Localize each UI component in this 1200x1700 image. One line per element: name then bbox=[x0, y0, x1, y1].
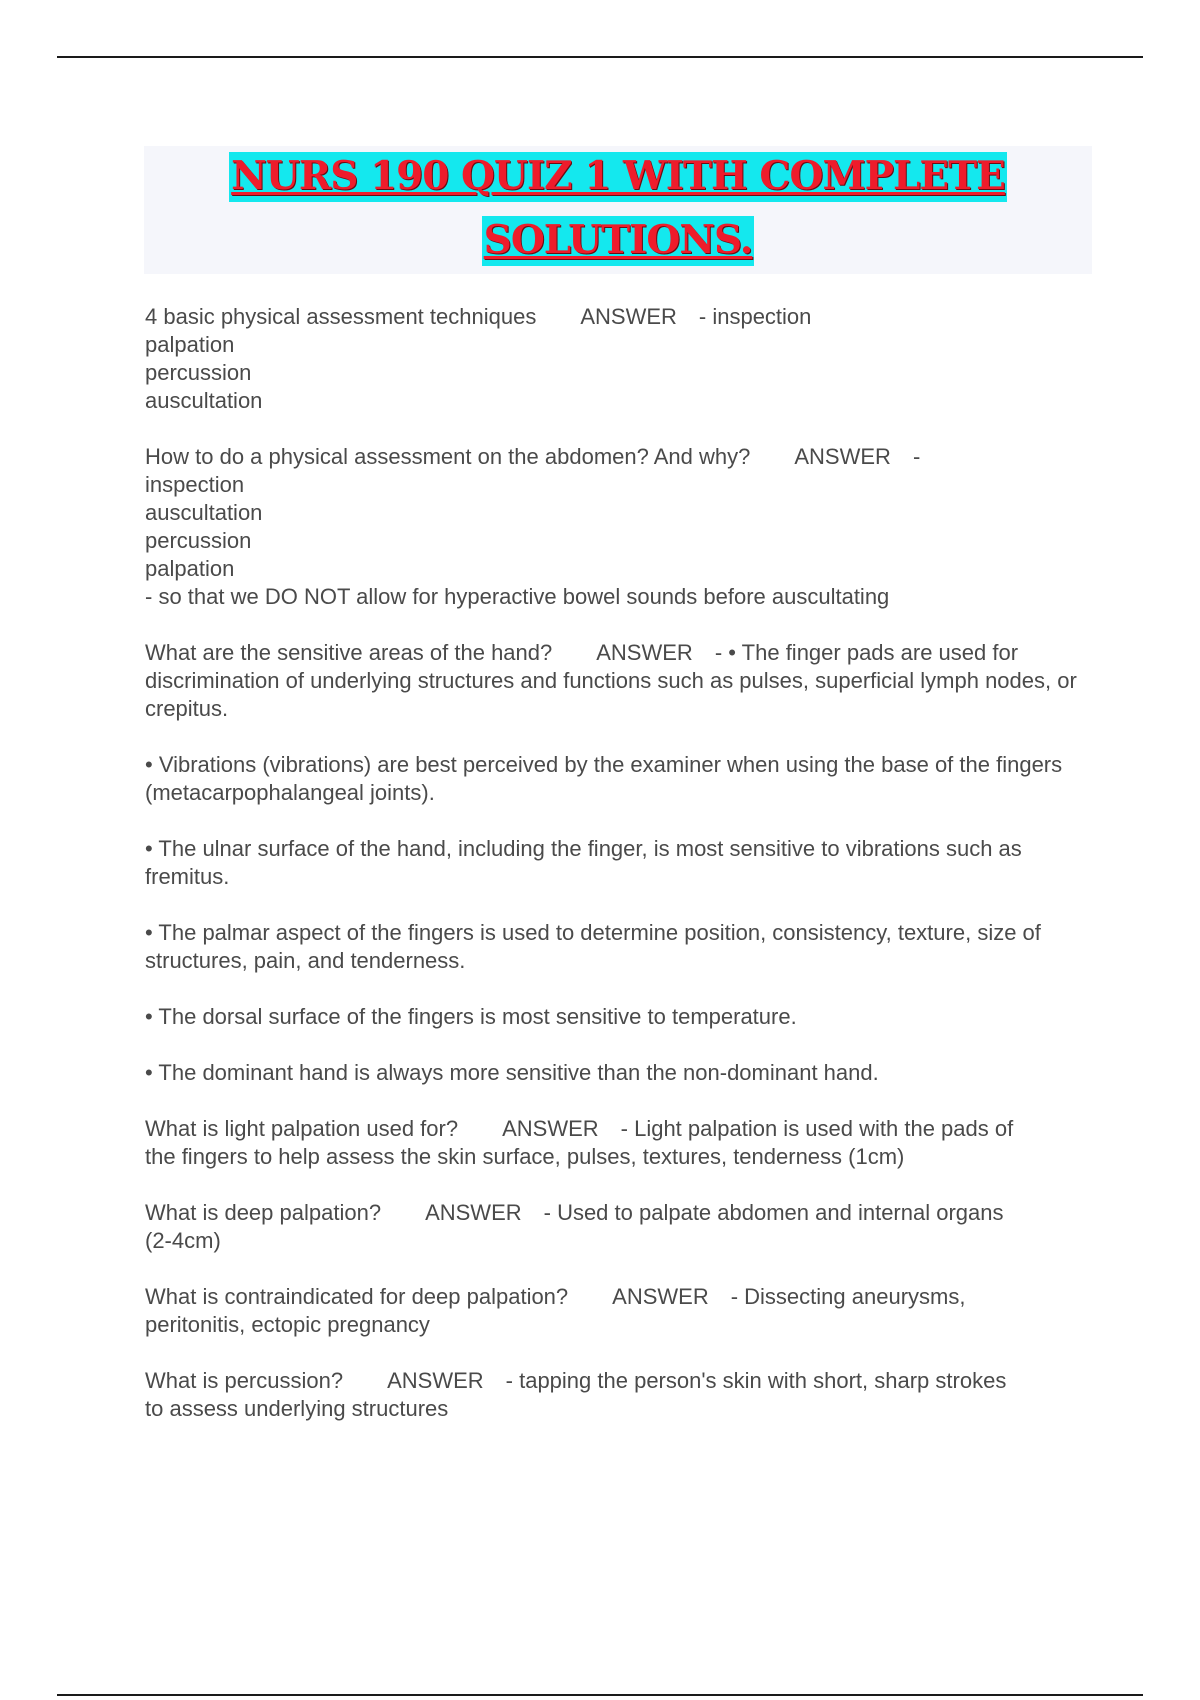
answer-first-line: - • The finger pads are used for bbox=[714, 640, 1019, 665]
answer-line: auscultation bbox=[145, 388, 263, 413]
answer-label: ANSWER bbox=[794, 444, 891, 469]
answer-label: ANSWER bbox=[387, 1368, 484, 1393]
question-text: What is light palpation used for? bbox=[145, 1116, 459, 1141]
document-body bbox=[145, 303, 1100, 1451]
bullet-item bbox=[145, 1059, 1100, 1087]
answer-line: palpation bbox=[145, 556, 235, 581]
bullet-text: • The dominant hand is always more sensitive than the non-dominant hand. bbox=[145, 1060, 879, 1085]
answer-first-line: - Light palpation is used with the pads of bbox=[620, 1116, 1014, 1141]
answer-line: - bbox=[912, 444, 921, 469]
answer-first-line: - tapping the person's skin with short, sharp strokes bbox=[505, 1368, 1007, 1393]
bullet-text: • The palmar aspect of the fingers is used to determine position, consistency, texture, size of structures, pain, and tenderness. bbox=[145, 920, 1041, 973]
answer-line: inspection bbox=[145, 472, 245, 497]
answer-continuation: (2-4cm) bbox=[145, 1228, 221, 1253]
answer-label: ANSWER bbox=[612, 1284, 709, 1309]
qa-item bbox=[145, 639, 1100, 723]
title-banner bbox=[144, 146, 1092, 274]
answer-first-line: - Dissecting aneurysms, bbox=[730, 1284, 966, 1309]
top-rule bbox=[57, 56, 1143, 58]
qa-item bbox=[145, 303, 1100, 415]
title-line-1: NURS 190 QUIZ 1 WITH COMPLETE bbox=[144, 152, 1092, 202]
answer-line: auscultation bbox=[145, 500, 263, 525]
question-text: How to do a physical assessment on the abdomen? And why? bbox=[145, 444, 751, 469]
answer-label: ANSWER bbox=[580, 304, 677, 329]
answer-label: ANSWER bbox=[425, 1200, 522, 1225]
answer-continuation: peritonitis, ectopic pregnancy bbox=[145, 1312, 430, 1337]
answer-label: ANSWER bbox=[596, 640, 693, 665]
answer-line: percussion bbox=[145, 360, 252, 385]
qa-item bbox=[145, 1283, 1100, 1339]
answer-continuation: discrimination of underlying structures and functions such as pulses, superficial lymph nodes, or crepitus. bbox=[145, 668, 1077, 721]
qa-item bbox=[145, 1199, 1100, 1255]
title-line-2: SOLUTIONS. bbox=[144, 216, 1092, 266]
bullet-item bbox=[145, 835, 1100, 891]
answer-continuation: to assess underlying structures bbox=[145, 1396, 449, 1421]
bullet-text: • The dorsal surface of the fingers is most sensitive to temperature. bbox=[145, 1004, 797, 1029]
question-text: What is percussion? bbox=[145, 1368, 344, 1393]
answer-first-line: - Used to palpate abdomen and internal organs bbox=[543, 1200, 1004, 1225]
bottom-rule bbox=[57, 1694, 1143, 1696]
qa-item bbox=[145, 443, 1100, 611]
answer-label: ANSWER bbox=[502, 1116, 599, 1141]
qa-item bbox=[145, 1115, 1100, 1171]
answer-line: - so that we DO NOT allow for hyperactive bowel sounds before auscultating bbox=[145, 584, 890, 609]
answer-line: palpation bbox=[145, 332, 235, 357]
question-text: What is contraindicated for deep palpation? bbox=[145, 1284, 569, 1309]
bullet-item bbox=[145, 1003, 1100, 1031]
question-text: 4 basic physical assessment techniques bbox=[145, 304, 537, 329]
answer-continuation: the fingers to help assess the skin surface, pulses, textures, tenderness (1cm) bbox=[145, 1144, 905, 1169]
question-text: What is deep palpation? bbox=[145, 1200, 382, 1225]
bullet-text: • Vibrations (vibrations) are best perceived by the examiner when using the base of the fingers (metacarpophalangeal joints). bbox=[145, 752, 1063, 805]
answer-line: - inspection bbox=[698, 304, 812, 329]
bullet-item bbox=[145, 751, 1100, 807]
question-text: What are the sensitive areas of the hand? bbox=[145, 640, 553, 665]
bullet-text: • The ulnar surface of the hand, including the finger, is most sensitive to vibrations such as fremitus. bbox=[145, 836, 1022, 889]
answer-line: percussion bbox=[145, 528, 252, 553]
bullet-item bbox=[145, 919, 1100, 975]
qa-item bbox=[145, 1367, 1100, 1423]
